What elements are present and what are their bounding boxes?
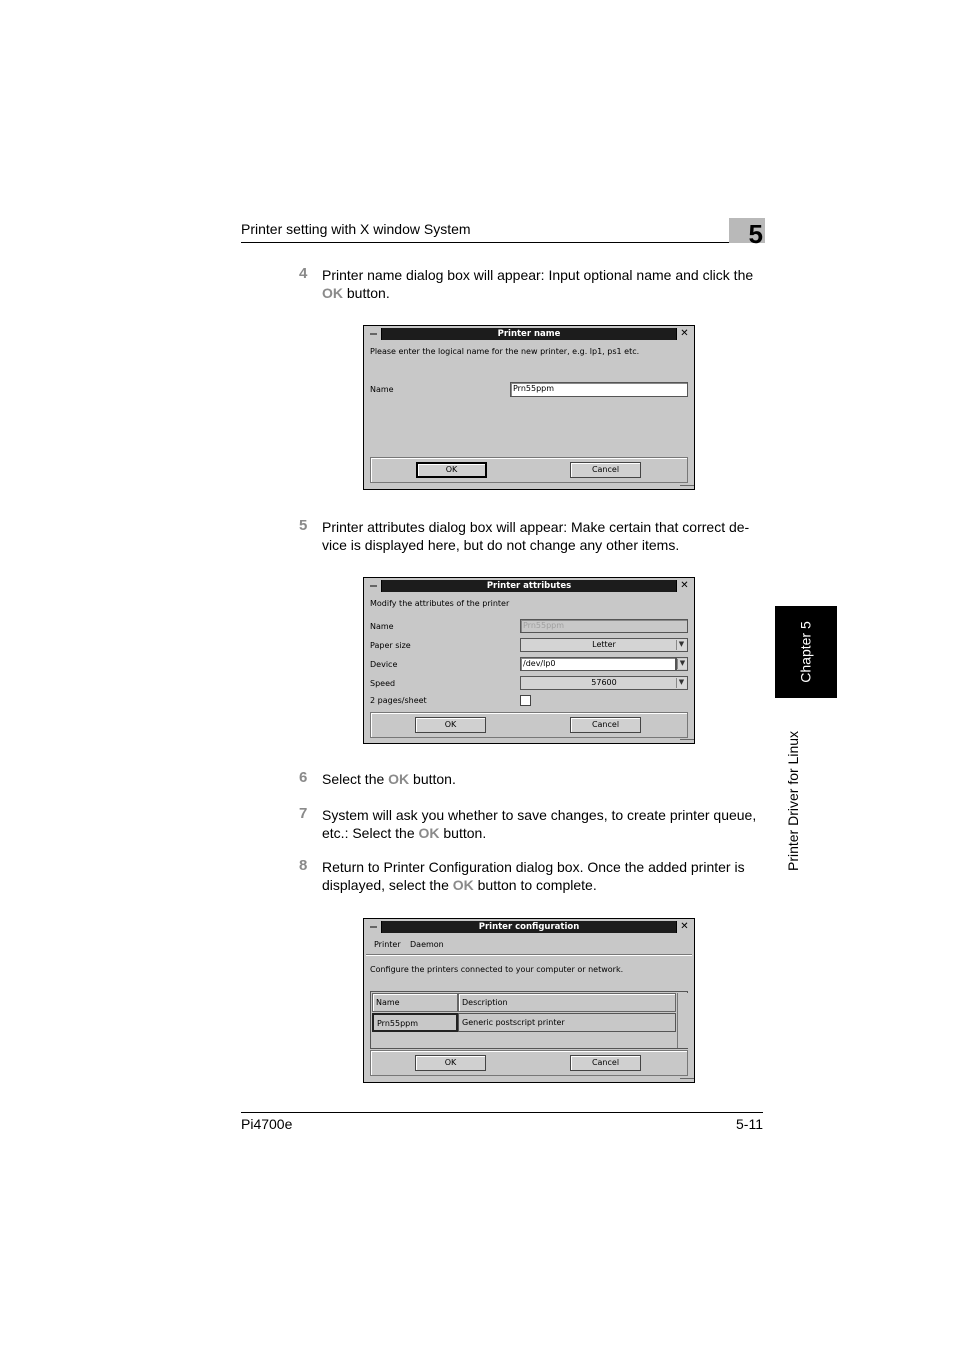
footer-page-number: 5-11 [736, 1116, 763, 1132]
name-field-disabled: Prn55ppm [520, 619, 688, 633]
dialog-title: Printer name [497, 329, 561, 339]
pages-per-sheet-checkbox[interactable] [520, 695, 531, 706]
step-text-after: button. [343, 285, 390, 301]
resize-grip[interactable] [680, 485, 694, 489]
step-line: Printer attributes dialog box will appear: Make certain that correct de- [322, 519, 750, 535]
paper-size-label: Paper size [370, 641, 411, 650]
printer-attributes-dialog [363, 577, 695, 744]
resize-grip[interactable] [680, 1078, 694, 1082]
close-icon[interactable]: ✕ [676, 921, 692, 933]
menu-printer[interactable]: Printer [374, 940, 401, 949]
running-header-title: Printer setting with X window System [241, 221, 471, 237]
printer-configuration-dialog [363, 918, 695, 1083]
name-label: Name [370, 385, 394, 394]
section-side-label-text: Printer Driver for Linux [785, 730, 802, 872]
step-text [322, 806, 764, 842]
step-line: vice is displayed here, but do not change any other items. [322, 537, 680, 553]
step-text-after: button. [439, 825, 487, 841]
ok-button[interactable]: OK [416, 462, 487, 478]
paper-size-value: Letter [592, 640, 616, 649]
chapter-number-box [729, 218, 765, 249]
step-text-before: etc.: Select the [322, 825, 419, 841]
step-line [322, 770, 764, 788]
cancel-button[interactable]: Cancel [570, 462, 641, 478]
chapter-side-tab-label [775, 606, 837, 698]
dialog-title: Printer attributes [486, 581, 572, 591]
step-number: 4 [299, 265, 308, 282]
table-scrollbar[interactable] [677, 993, 688, 1048]
name-input[interactable]: Prn55ppm [510, 382, 688, 397]
speed-value: 57600 [591, 678, 617, 687]
dialog-titlebar [366, 328, 692, 340]
step-text-before: Select the [322, 771, 389, 787]
table-cell-name[interactable]: Prn55ppm [372, 1013, 458, 1032]
chevron-down-icon[interactable]: ▼ [676, 640, 686, 650]
column-header-description[interactable]: Description [458, 993, 676, 1012]
window-menu-icon[interactable] [366, 328, 382, 340]
ok-button[interactable]: OK [415, 1055, 486, 1071]
name-label: Name [370, 622, 394, 631]
close-icon[interactable]: ✕ [676, 328, 692, 340]
step-number: 8 [299, 857, 308, 874]
step-text [322, 858, 764, 894]
step-line: System will ask you whether to save changes, to create printer queue, [322, 807, 757, 823]
step-line [322, 284, 764, 302]
window-menu-icon[interactable] [366, 580, 382, 592]
menu-bar [366, 936, 692, 955]
device-input[interactable]: /dev/lp0 [520, 657, 676, 671]
speed-label: Speed [370, 679, 396, 688]
speed-select[interactable] [520, 676, 688, 690]
footer-model: Pi4700e [241, 1116, 293, 1132]
dialog-titlebar [366, 580, 692, 592]
dialog-prompt: Modify the attributes of the printer [370, 599, 510, 608]
step-line [322, 824, 764, 842]
cancel-button[interactable]: Cancel [570, 717, 641, 733]
ok-keyword: OK [418, 825, 440, 841]
menu-daemon[interactable]: Daemon [410, 940, 444, 949]
chapter-number: 5 [748, 219, 763, 249]
chapter-side-tab-text: Chapter 5 [797, 621, 814, 683]
header-rule [241, 242, 763, 243]
printer-table [370, 991, 688, 1049]
step-text [322, 518, 764, 554]
section-side-label [770, 712, 816, 890]
step-line: Return to Printer Configuration dialog box. Once the added printer is [322, 859, 745, 875]
device-label: Device [370, 660, 398, 669]
dialog-prompt: Please enter the logical name for the new printer, e.g. lp1, ps1 etc. [370, 347, 640, 356]
ok-keyword: OK [388, 771, 410, 787]
step-text-before: displayed, select the [322, 877, 453, 893]
pages-per-sheet-label: 2 pages/sheet [370, 696, 427, 705]
cancel-button[interactable]: Cancel [570, 1055, 641, 1071]
table-cell-description[interactable]: Generic postscript printer [458, 1013, 676, 1032]
printer-name-dialog [363, 325, 695, 490]
step-number: 5 [299, 517, 308, 534]
footer-rule [241, 1112, 763, 1113]
window-menu-icon[interactable] [366, 921, 382, 933]
close-icon[interactable]: ✕ [676, 580, 692, 592]
ok-button[interactable]: OK [415, 717, 486, 733]
device-dropdown[interactable] [676, 657, 688, 671]
ok-keyword: OK [452, 877, 474, 893]
step-number: 6 [299, 769, 308, 786]
step-line [322, 876, 764, 894]
step-text-after: button to complete. [473, 877, 597, 893]
dialog-titlebar [366, 921, 692, 933]
step-text-after: button. [409, 771, 456, 787]
step-text [322, 266, 764, 302]
step-text [322, 770, 764, 788]
resize-grip[interactable] [680, 739, 694, 743]
chevron-down-icon[interactable]: ▼ [677, 659, 687, 669]
step-number: 7 [299, 805, 308, 822]
dialog-prompt: Configure the printers connected to your computer or network. [370, 965, 624, 974]
chevron-down-icon[interactable]: ▼ [676, 678, 686, 688]
paper-size-select[interactable] [520, 638, 688, 652]
column-header-name[interactable]: Name [372, 993, 458, 1012]
dialog-title: Printer configuration [478, 922, 580, 932]
ok-keyword: OK [322, 285, 343, 301]
step-line: Printer name dialog box will appear: Input optional name and click the [322, 267, 754, 283]
